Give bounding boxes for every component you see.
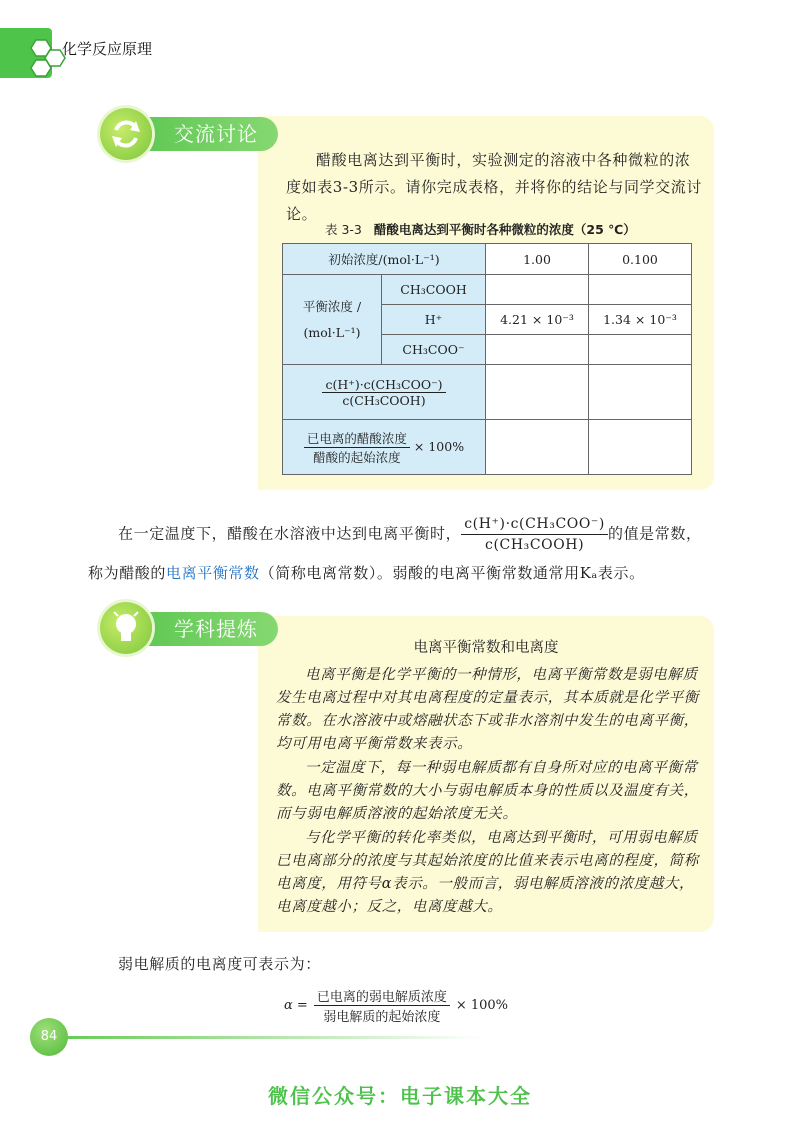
main-line-1 [118,514,718,555]
ka-expression-cell [283,365,486,420]
ka-numerator: c(H⁺)·c(CH₃COO⁻) [322,377,445,393]
table-caption-text: 醋酸电离达到平衡时各种微粒的浓度（25 ℃） [373,222,636,237]
formula-intro: 弱电解质的电离度可表示为： [118,955,321,973]
knowledge-badge-label: 学科提炼 [174,617,258,641]
discussion-paragraph: 醋酸电离达到平衡时，实验测定的溶液中各种微粒的浓度如表3-3所示。请你完成表格，并将你的结论与同学交流讨论。 [286,151,702,223]
discussion-badge-label: 交流讨论 [174,122,258,146]
lightbulb-icon [100,602,152,654]
alpha-value-2 [589,420,692,475]
main-line-1-post: 的值是常数， [607,524,702,543]
species-value [486,335,589,365]
main-line-2 [88,560,728,587]
alpha-formula-percent: × 100% [455,998,509,1013]
species-name: CH₃COO⁻ [382,335,486,365]
species-value: 4.21 × 10⁻³ [486,305,589,335]
main-ka-fraction [461,514,608,555]
initial-conc-1: 1.00 [486,244,589,275]
exchange-icon [100,108,152,160]
alpha-formula-fraction [314,986,450,1025]
alpha-formula [284,986,508,1025]
eq-conc-label [283,275,382,365]
alpha-denominator: 醋酸的起始浓度 [313,449,401,465]
species-value [589,275,692,305]
page-number: 84 [30,1018,68,1056]
ka-value-2 [589,365,692,420]
knowledge-paragraph-1: 电离平衡是化学平衡的一种情形，电离平衡常数是弱电解质发生电离过程中对其电离程度的定量表示，其本质就是化学平衡常数。在水溶液中或熔融状态下或非水溶剂中发生的电离平衡，均可用电离平衡常数来表示。 [276,667,699,752]
eq-conc-label-line1: 平衡浓度 / [302,298,362,314]
key-term: 电离平衡常数 [166,564,260,582]
page-rule [64,1036,484,1039]
alpha-formula-numerator: 已电离的弱电解质浓度 [314,986,450,1006]
alpha-numerator: 已电离的醋酸浓度 [304,429,410,448]
chapter-title: 化学反应原理 [62,40,153,58]
alpha-fraction [304,429,410,466]
alpha-value-1 [486,420,589,475]
table-caption-number: 表 3-3 [325,222,362,237]
knowledge-paragraph-2: 一定温度下，每一种弱电解质都有自身所对应的电离平衡常数。电离平衡常数的大小与弱电解质本身的性质以及温度有关，而与弱电解质溶液的起始浓度无关。 [276,760,699,822]
initial-conc-label: 初始浓度/(mol·L⁻¹) [283,244,486,275]
table-caption [325,220,636,238]
species-name: H⁺ [382,305,486,335]
concentration-table [282,243,692,475]
alpha-expression-cell [283,420,486,475]
species-value [486,275,589,305]
main-ka-denominator: c(CH₃COOH) [485,537,585,553]
knowledge-paragraph-3: 与化学平衡的转化率类似，电离达到平衡时，可用弱电解质已电离部分的浓度与其起始浓度的比值来表示电离的程度，简称电离度，用符号α表示。一般而言，弱电解质溶液的浓度越大，电离度越小；反之，电离度越大。 [276,830,699,915]
species-value [589,335,692,365]
ka-fraction [322,377,445,408]
main-ka-numerator: c(H⁺)·c(CH₃COO⁻) [461,514,608,535]
ka-denominator: c(CH₃COOH) [342,392,426,408]
watermark: 微信公众号：电子课本大全 [268,1084,532,1108]
knowledge-title: 电离平衡常数和电离度 [413,640,559,656]
alpha-formula-denominator: 弱电解质的起始浓度 [323,1010,441,1025]
alpha-symbol: α = [284,998,308,1013]
ka-value-1 [486,365,589,420]
species-value: 1.34 × 10⁻³ [589,305,692,335]
alpha-percent: × 100% [413,438,465,454]
species-name: CH₃COOH [382,275,486,305]
initial-conc-2: 0.100 [589,244,692,275]
main-line-2-post: （简称电离常数）。弱酸的电离平衡常数通常用Kₐ表示。 [259,564,645,582]
main-line-1-pre: 在一定温度下，醋酸在水溶液中达到电离平衡时， [118,524,462,543]
eq-conc-label-line2: (mol·L⁻¹) [303,324,361,340]
main-line-2-pre: 称为醋酸的 [88,564,167,582]
